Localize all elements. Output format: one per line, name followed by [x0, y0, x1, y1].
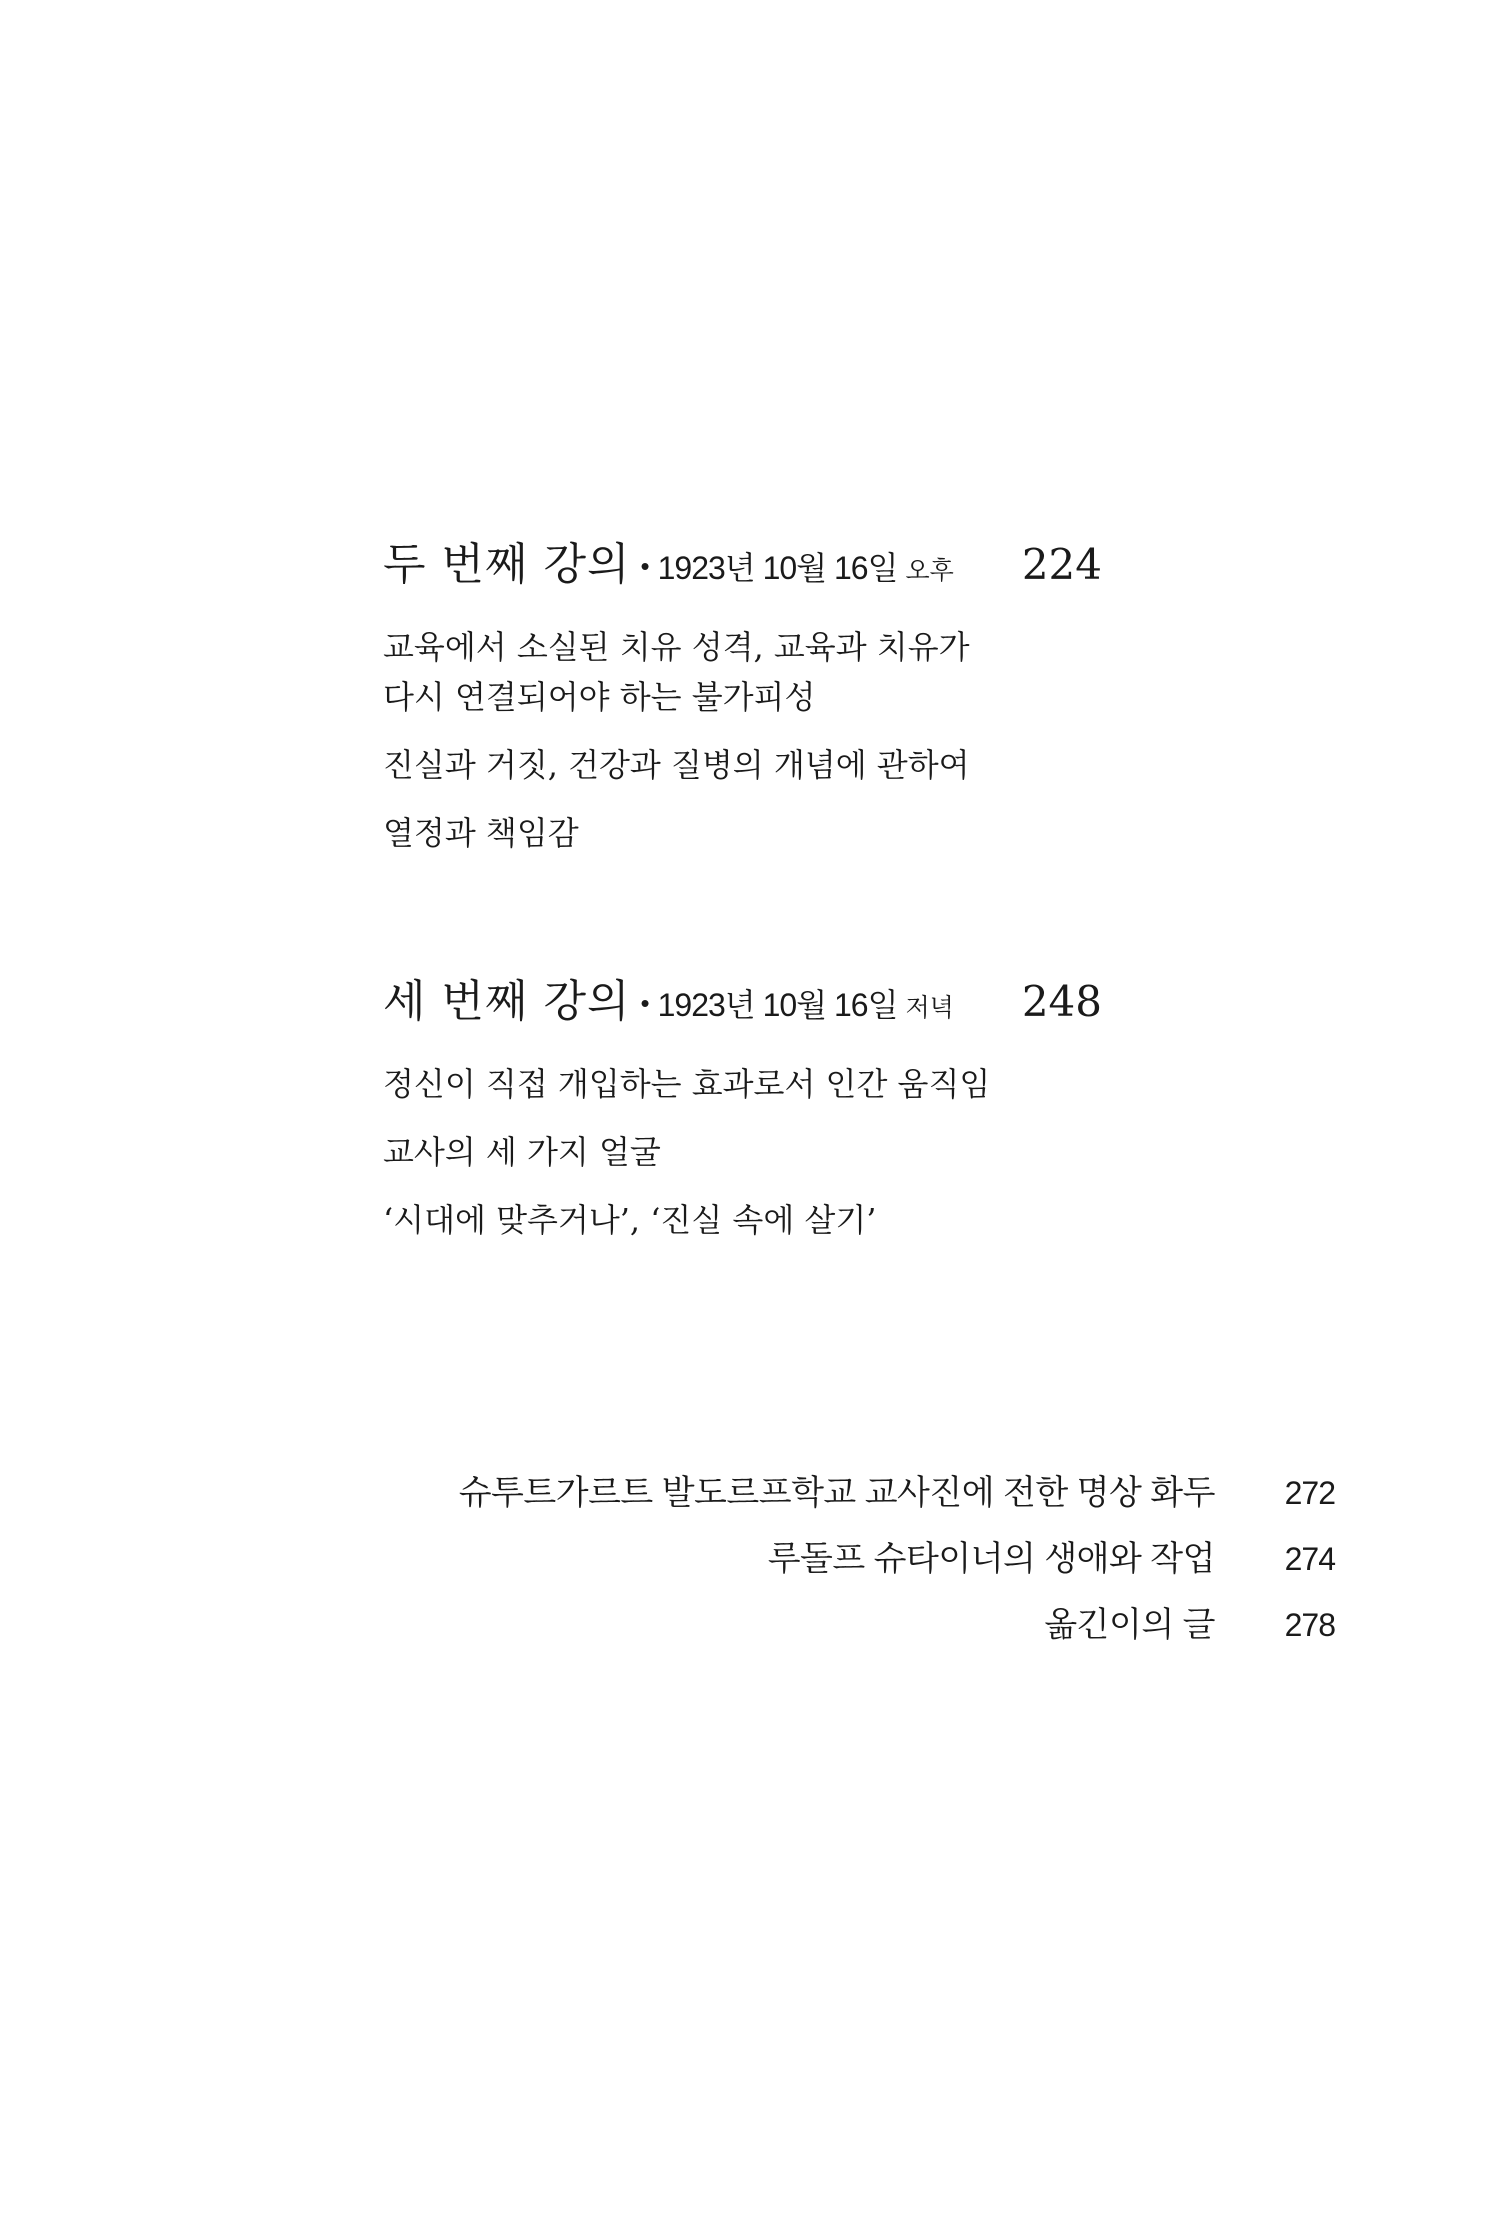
- lecture-third: [383, 965, 1203, 1263]
- topic-item: 진실과 거짓, 건강과 질병의 개념에 관하여: [383, 746, 970, 784]
- appendix-page-number: 278: [1284, 1607, 1335, 1643]
- topic-item: 교육에서 소실된 치유 성격, 교육과 치유가 다시 연결되어야 하는 불가피성: [383, 628, 970, 716]
- appendix-entry: [459, 1465, 1335, 1531]
- appendix-label: 슈투트가르트 발도르프학교 교사진에 전한 명상 화두: [458, 1474, 1215, 1512]
- appendix-entry: [459, 1531, 1335, 1597]
- lecture-heading: [383, 965, 1203, 1029]
- topic-list: [383, 1059, 1203, 1245]
- lecture-page-number: 224: [1021, 540, 1102, 589]
- lecture-time: 저녁: [905, 994, 954, 1022]
- lecture-heading: [383, 528, 1203, 592]
- appendix-entry: [459, 1597, 1335, 1663]
- appendix-label: 루돌프 슈타이너의 생애와 작업: [767, 1540, 1215, 1578]
- lecture-title: 세 번째 강의: [383, 976, 631, 1027]
- bullet-separator: •: [640, 988, 650, 1018]
- lecture-title: 두 번째 강의: [383, 539, 631, 590]
- lecture-time: 오후: [905, 557, 954, 585]
- topic-item: 교사의 세 가지 얼굴: [383, 1133, 661, 1171]
- appendix-page-number: 272: [1284, 1475, 1335, 1511]
- lecture-page-number: 248: [1021, 977, 1102, 1026]
- appendix-page-number: 274: [1284, 1541, 1335, 1577]
- lecture-date: 1923년 10월 16일: [657, 987, 898, 1023]
- appendix-list: [459, 1465, 1335, 1663]
- appendix-label: 옮긴이의 글: [1044, 1606, 1215, 1644]
- topic-item: 열정과 책임감: [383, 814, 579, 852]
- lecture-date: 1923년 10월 16일: [657, 550, 898, 586]
- topic-item: 정신이 직접 개입하는 효과로서 인간 움직임: [383, 1065, 991, 1103]
- topic-list: [383, 622, 1203, 858]
- lecture-second: [383, 528, 1203, 876]
- topic-item: ‘시대에 맞추거나’, ‘진실 속에 살기’: [383, 1201, 877, 1239]
- bullet-separator: •: [640, 551, 650, 581]
